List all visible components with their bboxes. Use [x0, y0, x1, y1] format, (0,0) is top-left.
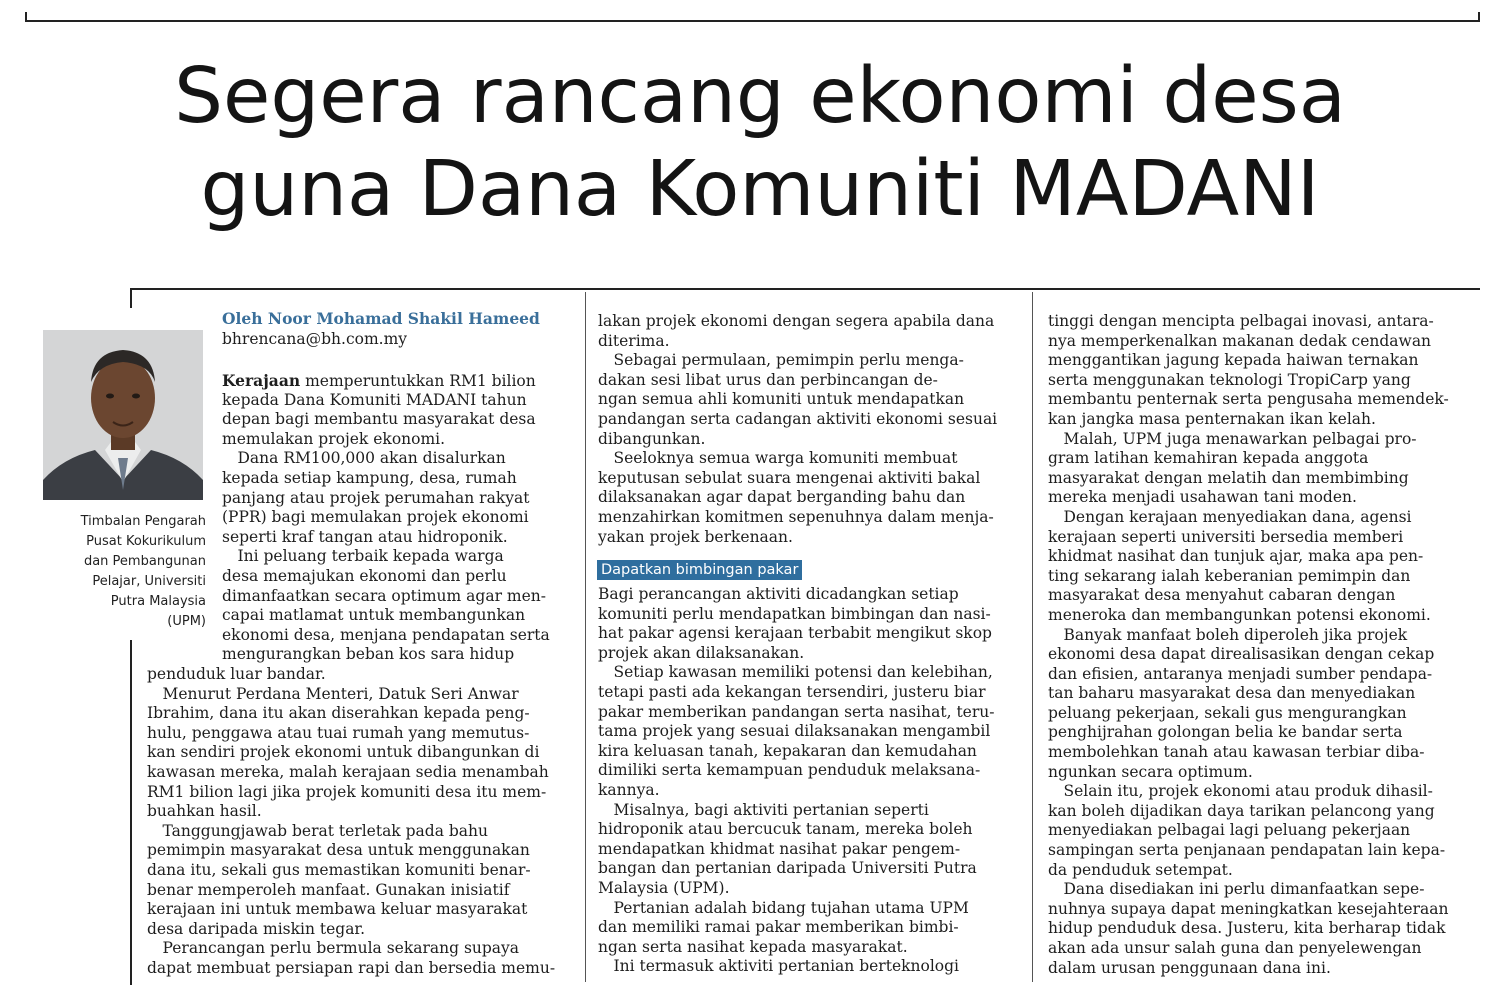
lead-line-rest: memperuntukkan RM1 bilion	[300, 372, 536, 390]
text-line: dibangunkan.	[598, 429, 706, 448]
text-line: Banyak manfaat boleh diperoleh jika projek	[1048, 625, 1408, 644]
text-line	[222, 371, 550, 391]
text-line: depan bagi membantu masyarakat desa	[222, 410, 536, 429]
text-line: Bagi perancangan aktiviti dicadangkan setiap	[598, 585, 959, 603]
text-line: Dengan kerajaan menyediakan dana, agensi	[1048, 507, 1412, 526]
text-line: Pertanian adalah bidang tujahan utama UPM	[598, 898, 969, 917]
text-line: dimanfaatkan secara optimum agar men-	[222, 586, 546, 605]
text-line: memulakan projek ekonomi.	[222, 429, 446, 448]
column-separator-2	[1032, 292, 1033, 982]
author-portrait-image	[43, 330, 203, 500]
author-email: bhrencana@bh.com.my	[222, 330, 408, 348]
text-line: kan jangka masa penternakan ikan kelah.	[1048, 409, 1376, 428]
text-line: da penduduk setempat.	[1048, 860, 1233, 879]
text-line: kerajaan ini untuk membawa keluar masyarakat	[147, 900, 528, 919]
text-line: Ini termasuk aktiviti pertanian berteknologi	[598, 957, 959, 976]
text-line: kepada Dana Komuniti MADANI tahun	[222, 390, 527, 409]
text-line: dapat membuat persiapan rapi dan bersedia memu-	[147, 958, 556, 977]
lead-word: Kerajaan	[222, 371, 301, 390]
column-2-top	[598, 312, 997, 547]
text-line: peluang pekerjaan, sekali gus mengurangkan	[1048, 703, 1407, 722]
author-name: Oleh Noor Mohamad Shakil Hameed	[222, 309, 540, 328]
caption-line: (UPM)	[167, 614, 206, 629]
text-line: masyarakat desa menyahut cabaran dengan	[1048, 586, 1396, 605]
sidebar-rule	[130, 640, 132, 985]
text-line: bangan dan pertanian daripada Universiti Putra	[598, 859, 977, 878]
text-line: Malaysia (UPM).	[598, 878, 730, 897]
text-line: ngan serta nasihat kepada masyarakat.	[598, 937, 908, 956]
text-line: kawasan mereka, malah kerajaan sedia menambah	[147, 762, 549, 781]
text-line: kannya.	[598, 780, 660, 799]
text-line: panjang atau projek perumahan rakyat	[222, 488, 530, 507]
caption-line: Timbalan Pengarah	[80, 514, 206, 529]
column-3	[1048, 312, 1449, 978]
text-line: dilaksanakan agar dapat berganding bahu dan	[598, 488, 966, 507]
text-line: capai matlamat untuk membangunkan	[222, 606, 526, 625]
text-line: mengurangkan beban kos sara hidup	[222, 645, 515, 664]
text-line: hulu, penggawa atau tuai rumah yang memutus-	[147, 723, 530, 742]
text-line: hidroponik atau bercucuk tanam, mereka boleh	[598, 820, 973, 839]
text-line: Tanggungjawab berat terletak pada bahu	[147, 821, 489, 840]
text-line: dakan sesi libat urus dan perbincangan de-	[598, 370, 938, 389]
text-line: akan ada unsur salah guna dan penyelewengan	[1048, 939, 1422, 957]
text-line: (PPR) bagi memulakan projek ekonomi	[222, 508, 529, 527]
text-line: kan sendiri projek ekonomi untuk dibangunkan di	[147, 743, 540, 762]
text-line: hidup penduduk desa. Justeru, kita berharap tidak	[1048, 919, 1446, 938]
text-line: kira keluasan tanah, kepakaran dan kemudahan	[598, 741, 977, 760]
text-line: lakan projek ekonomi dengan segera apabila dana	[598, 312, 995, 330]
top-rule	[25, 20, 1480, 22]
byline	[222, 308, 582, 350]
caption-line: Pusat Kokurikulum	[86, 534, 206, 549]
text-line: seperti kraf tangan atau hidroponik.	[222, 527, 508, 546]
column-2-bottom	[598, 585, 994, 977]
text-line: serta menggunakan teknologi TropiCarp yang	[1048, 370, 1411, 389]
text-line: mereka menjadi usahawan tani moden.	[1048, 488, 1357, 507]
text-line: pandangan serta cadangan aktiviti ekonomi sesuai	[598, 409, 998, 428]
caption-line: Putra Malaysia	[110, 594, 206, 609]
text-line: ting sekarang ialah keberanian pemimpin dan	[1048, 566, 1411, 585]
text-line: dimiliki serta kemampuan penduduk melaksana-	[598, 761, 981, 780]
text-line: mendapatkan khidmat nasihat pakar pengem-	[598, 839, 961, 858]
text-line: keputusan sebulat suara mengenai aktiviti bakal	[598, 468, 981, 487]
text-line: diterima.	[598, 331, 670, 350]
text-line: buahkan hasil.	[147, 802, 262, 821]
text-line: desa daripada miskin tegar.	[147, 919, 366, 938]
text-line: penduduk luar bandar.	[147, 665, 326, 683]
text-line: benar memperoleh manfaat. Gunakan inisiatif	[147, 880, 510, 899]
text-line: ekonomi desa, menjana pendapatan serta	[222, 625, 550, 644]
text-line: gram latihan kemahiran kepada anggota	[1048, 449, 1369, 468]
text-line: tama projek yang sesuai dilaksanakan mengambil	[598, 722, 991, 741]
text-line: Perancangan perlu bermula sekarang supaya	[147, 939, 520, 958]
text-line: pemimpin masyarakat desa untuk menggunakan	[147, 841, 530, 860]
column-1-top	[222, 371, 550, 665]
text-line: tinggi dengan mencipta pelbagai inovasi, antara-	[1048, 312, 1434, 330]
text-line: ekonomi desa dapat direalisasikan dengan cekap	[1048, 645, 1435, 664]
headline-line-2: guna Dana Komuniti MADANI	[200, 145, 1320, 234]
text-line: kerajaan seperti universiti bersedia memberi	[1048, 527, 1404, 546]
text-line: menggantikan jagung kepada haiwan ternakan	[1048, 351, 1419, 370]
caption-line: dan Pembangunan	[83, 554, 206, 569]
top-rule-cap-left	[25, 12, 27, 22]
text-line: ngunkan secara optimum.	[1048, 762, 1253, 781]
text-line: membantu penternak serta pengusaha memendek-	[1048, 390, 1449, 409]
text-line: dan memiliki ramai pakar memberikan bimbi-	[598, 918, 959, 937]
headline	[60, 50, 1460, 236]
text-line: kepada setiap kampung, desa, rumah	[222, 468, 517, 487]
text-line: desa memajukan ekonomi dan perlu	[222, 566, 507, 585]
text-line: Seeloknya semua warga komuniti membuat	[598, 449, 958, 468]
text-line: pakar memberikan pandangan serta nasihat, teru-	[598, 702, 995, 721]
text-line: tan baharu masyarakat desa dan menyediakan	[1048, 684, 1416, 703]
text-line: sampingan serta penjanaan pendapatan lain kepa-	[1048, 841, 1446, 860]
text-line: nya memperkenalkan makanan dedak cendawan	[1048, 331, 1432, 350]
text-line: Misalnya, bagi aktiviti pertanian seperti	[598, 800, 929, 819]
text-line: kan boleh dijadikan daya tarikan pelancong yang	[1048, 801, 1435, 820]
text-line: Ibrahim, dana itu akan diserahkan kepada peng-	[147, 704, 530, 723]
column-top-rule	[130, 288, 1480, 290]
text-line: komuniti perlu mendapatkan bimbingan dan nasi-	[598, 604, 991, 623]
text-line: meneroka dan membangunkan potensi ekonomi.	[1048, 605, 1431, 624]
text-line: menzahirkan komitmen sepenuhnya dalam menja-	[598, 507, 994, 526]
column-separator-1	[585, 292, 586, 982]
text-line: Malah, UPM juga menawarkan pelbagai pro-	[1048, 429, 1417, 448]
text-line: khidmat nasihat dan tunjuk ajar, maka apa pen-	[1048, 547, 1424, 566]
text-line: menyediakan pelbagai lagi peluang pekerjaan	[1048, 821, 1411, 840]
text-line: dan efisien, antaranya menjadi sumber pendapa-	[1048, 664, 1433, 683]
subhead-wrapper	[597, 559, 802, 580]
text-line: ngan semua ahli komuniti untuk mendapatkan	[598, 390, 965, 409]
text-line: tetapi pasti ada kekangan tersendiri, justeru biar	[598, 682, 986, 701]
text-line: nuhnya supaya dapat meningkatkan kesejahteraan	[1048, 899, 1449, 918]
text-line: dalam urusan penggunaan dana ini.	[1048, 958, 1331, 977]
text-line: Dana disediakan ini perlu dimanfaatkan sepe-	[1048, 880, 1425, 899]
text-line: Setiap kawasan memiliki potensi dan kelebihan,	[598, 663, 993, 682]
text-line: dana itu, sekali gus memastikan komuniti benar-	[147, 860, 531, 879]
column-1-bottom	[147, 665, 555, 979]
top-rule-cap-right	[1478, 12, 1480, 22]
text-line: membolehkan tanah atau kawasan terbiar diba-	[1048, 743, 1425, 762]
author-photo	[43, 330, 203, 500]
headline-line-1: Segera rancang ekonomi desa	[174, 52, 1346, 141]
subhead-dapatkan-bimbingan-pakar: Dapatkan bimbingan pakar	[597, 560, 802, 580]
caption-line: Pelajar, Universiti	[92, 574, 206, 589]
text-line: Dana RM100,000 akan disalurkan	[222, 449, 506, 468]
text-line: Selain itu, projek ekonomi atau produk dihasil-	[1048, 782, 1433, 801]
text-line: Menurut Perdana Menteri, Datuk Seri Anwar	[147, 684, 519, 703]
text-line: Sebagai permulaan, pemimpin perlu menga-	[598, 351, 964, 370]
photo-caption	[20, 512, 206, 632]
text-line: hat pakar agensi kerajaan terbabit mengikut skop	[598, 624, 992, 643]
text-line: yakan projek berkenaan.	[598, 527, 793, 546]
text-line: RM1 bilion lagi jika projek komuniti desa itu mem-	[147, 782, 547, 801]
text-line: penghijrahan golongan belia ke bandar serta	[1048, 723, 1403, 742]
column-rule-tick	[130, 288, 132, 308]
text-line: projek akan dilaksanakan.	[598, 643, 805, 662]
text-line: Ini peluang terbaik kepada warga	[222, 547, 504, 566]
text-line: masyarakat dengan melatih dan membimbing	[1048, 468, 1409, 487]
